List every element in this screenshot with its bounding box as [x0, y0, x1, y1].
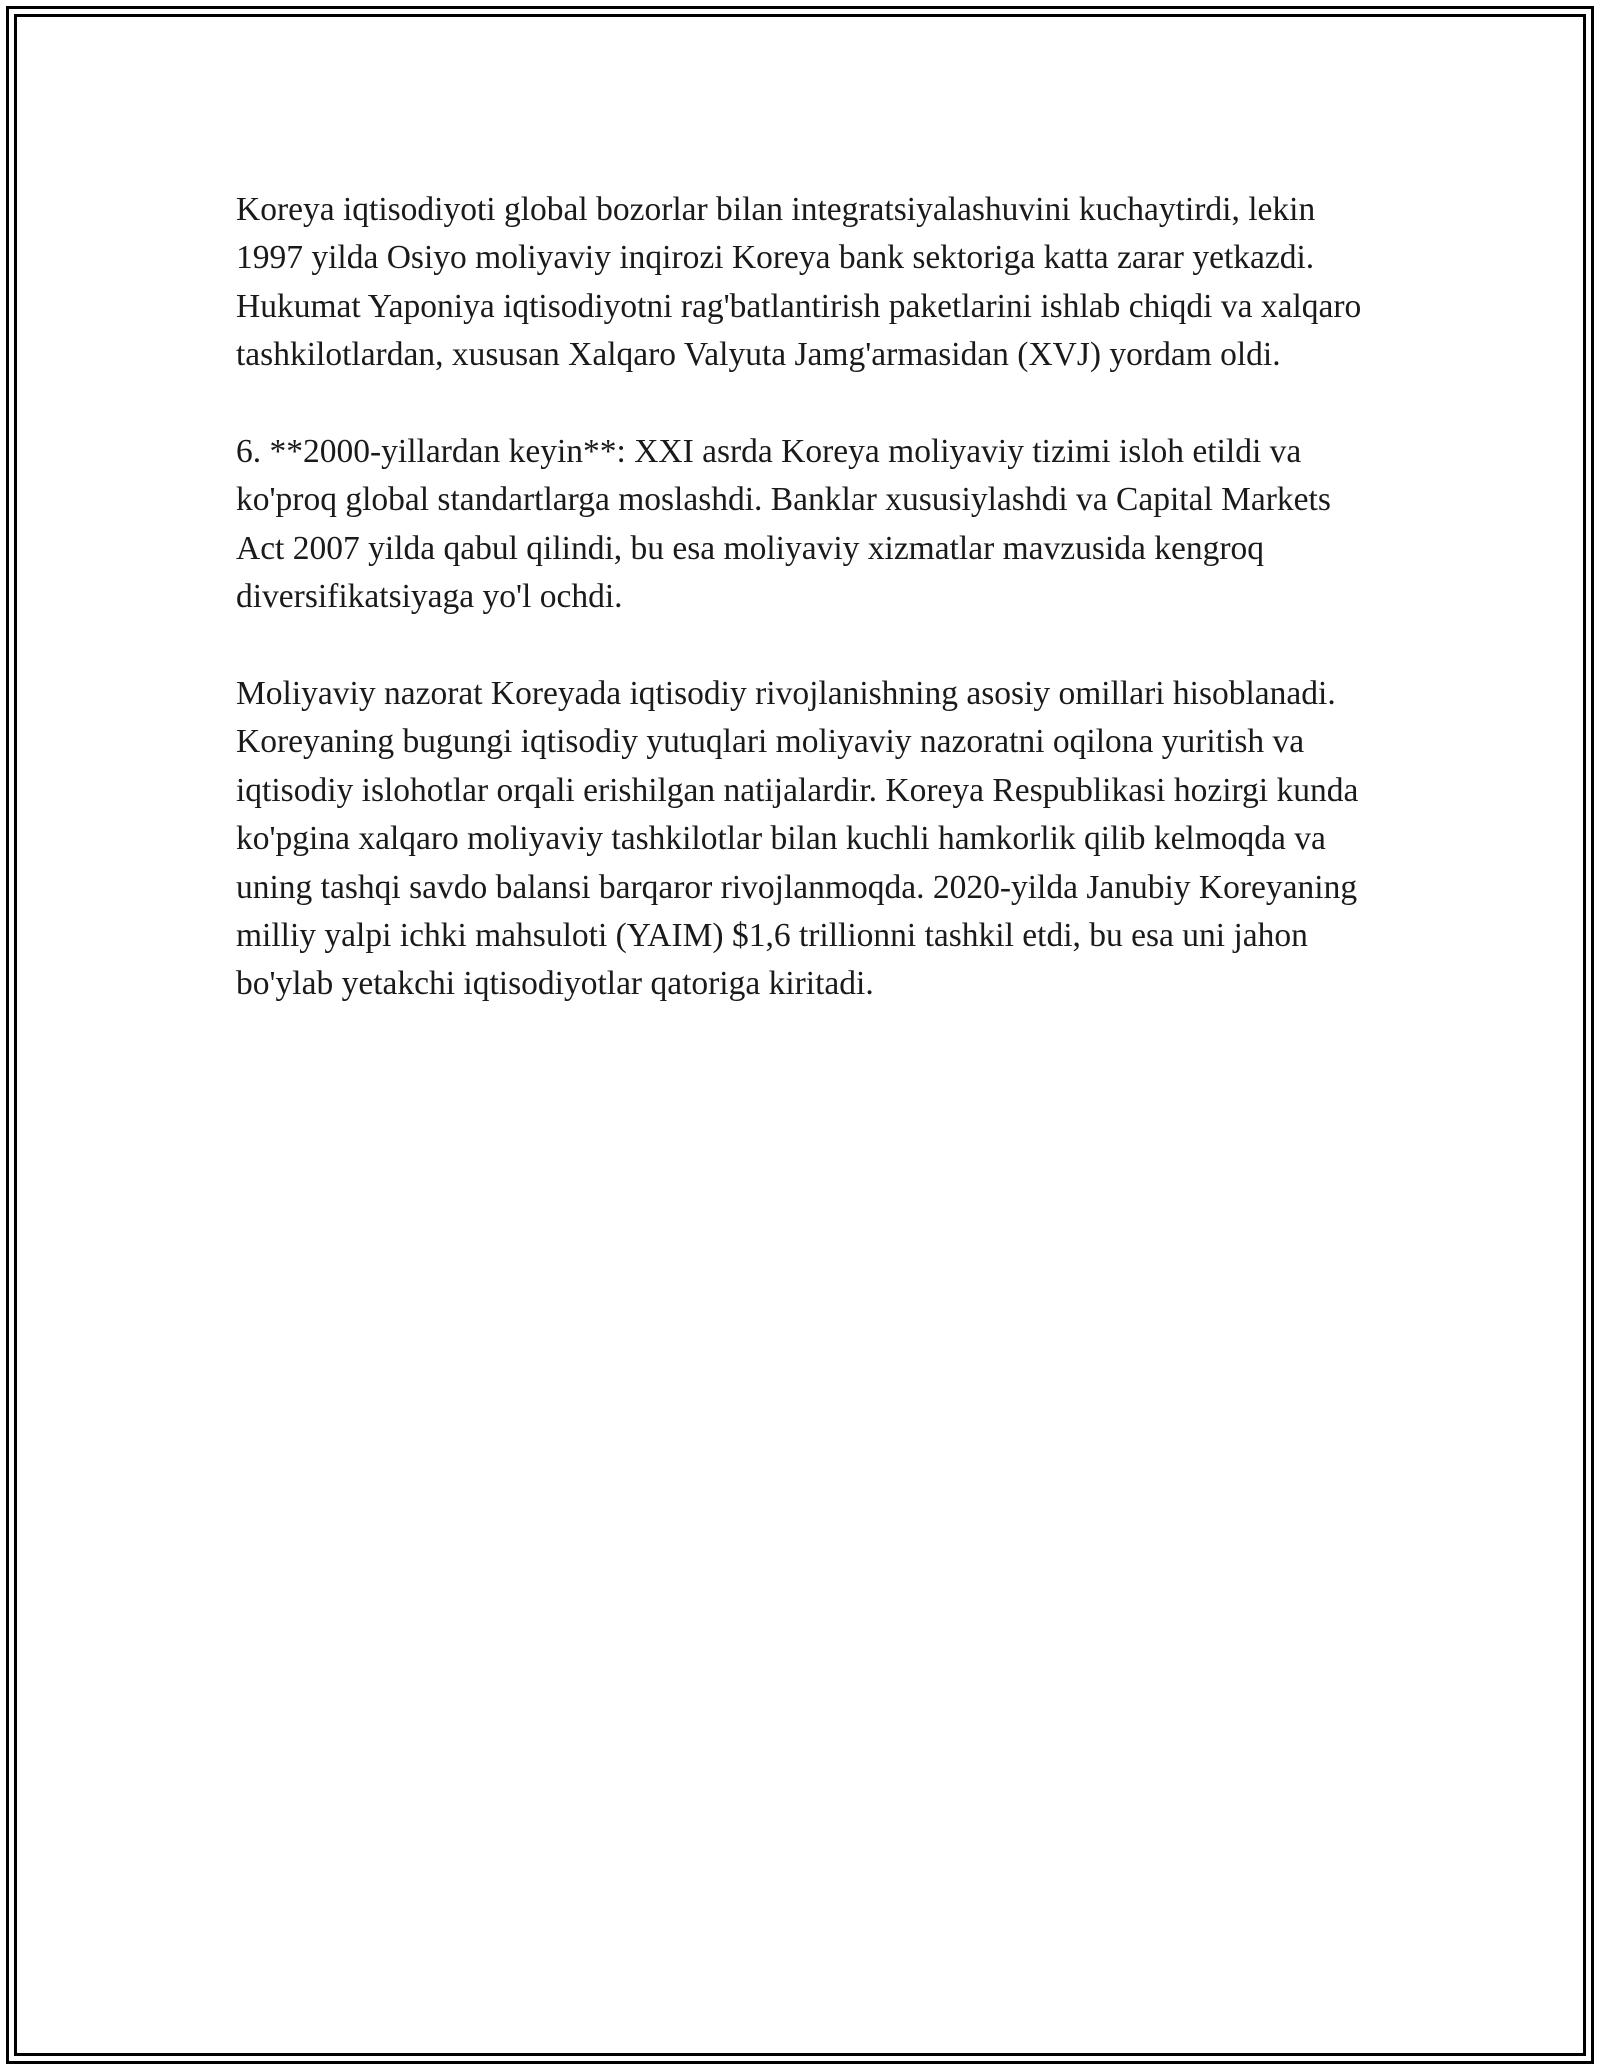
- paragraph-post-2000: 6. **2000-yillardan keyin**: XXI asrda Koreya moliyaviy tizimi isloh etildi va ko'proq global standartlarga moslashdi. Banklar xususiylashdi va Capital Markets Act 2007 yilda qabul qilindi, bu esa moliyaviy xizmatlar mavzusida kengroq diversifikatsiyaga yo'l ochdi.: [236, 433, 1331, 616]
- paragraph-imf-crisis: Koreya iqtisodiyoti global bozorlar bilan integratsiyalashuvini kuchaytirdi, lekin 1997 yilda Osiyo moliyaviy inqirozi Koreya bank sektoriga katta zarar yetkazdi. Hukumat Yaponiya iqtisodiyotni rag'batlantirish paketlarini ishlab chiqdi va xalqaro tashkilotlardan, xususan Xalqaro Valyuta Jamg'armasidan (XVJ) yordam oldi.: [236, 191, 1362, 374]
- document-body: [236, 186, 1366, 1057]
- paragraph-financial-supervision: Moliyaviy nazorat Koreyada iqtisodiy rivojlanishning asosiy omillari hisoblanadi. Koreyaning bugungi iqtisodiy yutuqlari moliyaviy nazoratni oqilona yuritish va iqtisodiy islohotlar orqali erishilgan natijalardir. Koreya Respublikasi hozirgi kunda ko'pgina xalqaro moliyaviy tashkilotlar bilan kuchli hamkorlik qilib kelmoqda va uning tashqi savdo balansi barqaror rivojlanmoqda. 2020-yilda Janubiy Koreyaning milliy yalpi ichki mahsuloti (YAIM) $1,6 trillionni tashkil etdi, bu esa uni jahon bo'ylab yetakchi iqtisodiyotlar qatoriga kiritadi.: [236, 675, 1359, 1003]
